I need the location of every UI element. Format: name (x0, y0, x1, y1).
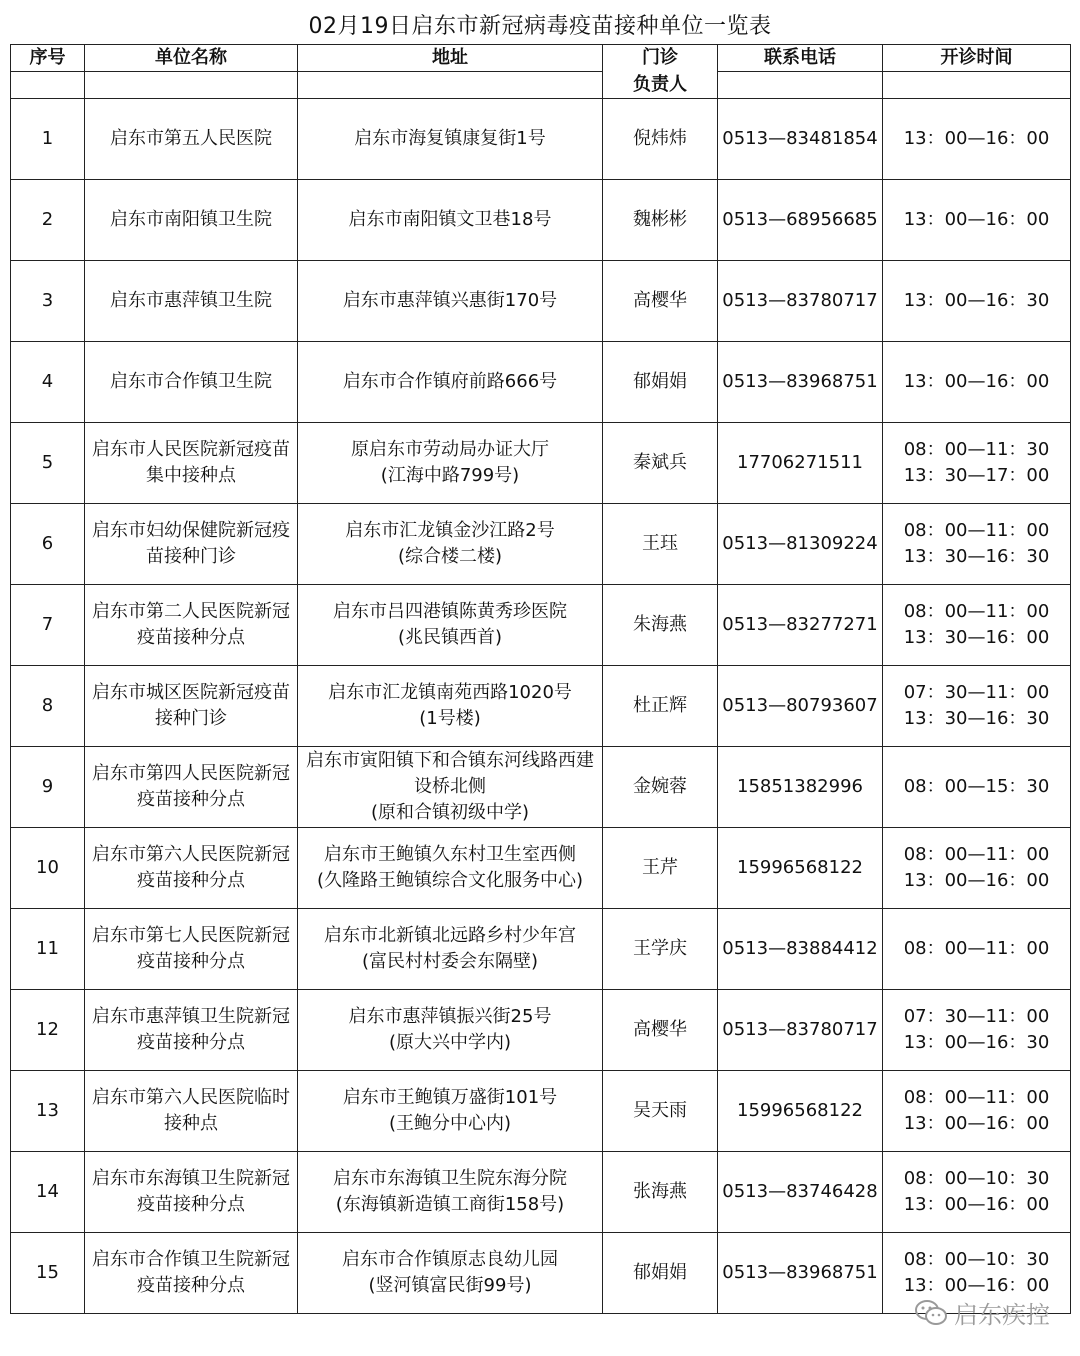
cell-phone: 17706271511 (718, 422, 883, 503)
cell-no: 2 (11, 179, 85, 260)
cell-address (298, 827, 603, 908)
cell-address (298, 1070, 603, 1151)
cell-address-line: (1号楼) (419, 707, 481, 729)
cell-address-line: 启东市北新镇北远路乡村少年宫 (324, 924, 576, 946)
cell-contact: 郁娟娟 (603, 1232, 718, 1313)
cell-no: 9 (11, 746, 85, 827)
cell-address-line: 启东市南阳镇文卫巷18号 (348, 208, 552, 230)
cell-name-line: 启东市第六人民医院临时 (92, 1086, 290, 1108)
cell-name-line: 启东市妇幼保健院新冠疫 (92, 519, 290, 541)
cell-address-line: 启东市惠萍镇兴惠街170号 (342, 289, 558, 311)
cell-address-line: (江海中路799号) (380, 464, 520, 486)
cell-phone: 0513—83968751 (718, 1232, 883, 1313)
cell-contact: 金婉蓉 (603, 746, 718, 827)
cell-name-line: 苗接种门诊 (146, 545, 236, 567)
cell-address-line: 启东市东海镇卫生院东海分院 (333, 1167, 567, 1189)
cell-no: 15 (11, 1232, 85, 1313)
cell-name-line: 接种门诊 (155, 707, 227, 729)
cell-name (85, 827, 298, 908)
cell-hours-line: 13：30—16：30 (903, 545, 1050, 567)
cell-address (298, 584, 603, 665)
cell-phone: 0513—83746428 (718, 1151, 883, 1232)
cell-hours-line: 13：00—16：00 (903, 370, 1050, 392)
cell-no: 13 (11, 1070, 85, 1151)
cell-phone: 0513—80793607 (718, 665, 883, 746)
header-name: 单位名称 (85, 45, 298, 72)
table-row (11, 827, 1071, 908)
cell-address-line: (综合楼二楼) (397, 545, 503, 567)
cell-hours (883, 422, 1071, 503)
cell-contact: 王珏 (603, 503, 718, 584)
cell-contact: 高樱华 (603, 260, 718, 341)
cell-name (85, 1151, 298, 1232)
header-clinic: 门诊 (603, 45, 718, 72)
cell-contact: 秦斌兵 (603, 422, 718, 503)
cell-hours-line: 13：00—16：30 (903, 289, 1050, 311)
cell-address-line: (久隆路王鲍镇综合文化服务中心) (316, 869, 584, 891)
cell-contact: 王学庆 (603, 908, 718, 989)
cell-name (85, 422, 298, 503)
cell-name-line: 疫苗接种分点 (137, 788, 245, 810)
cell-phone: 15851382996 (718, 746, 883, 827)
cell-no: 14 (11, 1151, 85, 1232)
table-row (11, 503, 1071, 584)
cell-address-line: (富民村村委会东隔壁) (361, 950, 539, 972)
cell-name-line: 疫苗接种分点 (137, 626, 245, 648)
cell-no: 10 (11, 827, 85, 908)
table-row (11, 341, 1071, 422)
cell-hours (883, 746, 1071, 827)
table-row (11, 1070, 1071, 1151)
header-row (11, 45, 1071, 72)
cell-phone: 0513—83884412 (718, 908, 883, 989)
wechat-icon (914, 1299, 948, 1327)
cell-name-line: 疫苗接种分点 (137, 1274, 245, 1296)
cell-hours (883, 989, 1071, 1070)
cell-hours-line: 13：00—16：00 (903, 208, 1050, 230)
table-body (11, 98, 1071, 1313)
cell-hours-line: 13：30—17：00 (903, 464, 1050, 486)
cell-hours-line: 08：00—11：00 (903, 1086, 1050, 1108)
cell-name (85, 665, 298, 746)
cell-no: 8 (11, 665, 85, 746)
header-row-sub (11, 72, 1071, 99)
cell-name (85, 503, 298, 584)
cell-address-line: (兆民镇西首) (397, 626, 503, 648)
cell-address (298, 665, 603, 746)
cell-address (298, 989, 603, 1070)
header-no: 序号 (11, 45, 85, 72)
cell-address-line: 启东市寅阳镇下和合镇东河线路西建 (306, 749, 594, 771)
cell-contact: 郁娟娟 (603, 341, 718, 422)
cell-name-line: 启东市第六人民医院新冠 (92, 843, 290, 865)
page-title: 02月19日启东市新冠病毒疫苗接种单位一览表 (308, 14, 772, 39)
cell-address-line: (东海镇新造镇工商街158号) (335, 1193, 565, 1215)
cell-name (85, 98, 298, 179)
cell-hours-line: 07：30—11：00 (903, 1005, 1050, 1027)
cell-name (85, 989, 298, 1070)
table-row (11, 1232, 1071, 1313)
cell-address (298, 422, 603, 503)
cell-phone: 0513—68956685 (718, 179, 883, 260)
table-row (11, 746, 1071, 827)
cell-address-line: 启东市合作镇府前路666号 (342, 370, 558, 392)
cell-name-line: 启东市第四人民医院新冠 (92, 762, 290, 784)
cell-address-line: 启东市惠萍镇振兴街25号 (348, 1005, 552, 1027)
table-row (11, 989, 1071, 1070)
cell-contact: 吴天雨 (603, 1070, 718, 1151)
cell-address (298, 98, 603, 179)
cell-no: 4 (11, 341, 85, 422)
cell-no: 6 (11, 503, 85, 584)
cell-name (85, 179, 298, 260)
cell-phone: 0513—83780717 (718, 260, 883, 341)
header-address: 地址 (298, 45, 603, 72)
cell-hours (883, 1070, 1071, 1151)
cell-address-line: 启东市汇龙镇金沙江路2号 (345, 519, 555, 541)
cell-address-line: (王鲍分中心内) (388, 1112, 512, 1134)
cell-hours-line: 08：00—15：30 (903, 775, 1050, 797)
cell-address (298, 1151, 603, 1232)
table-row (11, 179, 1071, 260)
cell-hours (883, 341, 1071, 422)
cell-hours-line: 13：00—16：00 (903, 869, 1050, 891)
cell-address-line: (原大兴中学内) (388, 1031, 512, 1053)
cell-hours-line: 13：30—16：00 (903, 626, 1050, 648)
cell-name (85, 746, 298, 827)
table-row (11, 665, 1071, 746)
cell-hours-line: 13：00—16：30 (903, 1031, 1050, 1053)
cell-name-line: 启东市惠萍镇卫生院新冠 (92, 1005, 290, 1027)
cell-phone: 0513—81309224 (718, 503, 883, 584)
cell-name-line: 疫苗接种分点 (137, 950, 245, 972)
cell-phone: 0513—83780717 (718, 989, 883, 1070)
cell-address (298, 503, 603, 584)
cell-hours-line: 08：00—10：30 (903, 1248, 1050, 1270)
cell-address-line: (竖河镇富民街99号) (368, 1274, 532, 1296)
cell-name-line: 启东市第二人民医院新冠 (92, 600, 290, 622)
cell-contact: 魏彬彬 (603, 179, 718, 260)
cell-name (85, 1070, 298, 1151)
cell-hours (883, 584, 1071, 665)
cell-hours-line: 13：00—16：00 (903, 1274, 1050, 1296)
header-phone: 联系电话 (718, 45, 883, 72)
cell-phone: 0513—83968751 (718, 341, 883, 422)
cell-name-line: 启东市城区医院新冠疫苗 (92, 681, 290, 703)
cell-address-line: (原和合镇初级中学) (370, 801, 530, 823)
cell-address (298, 746, 603, 827)
table-row (11, 260, 1071, 341)
cell-address (298, 908, 603, 989)
cell-hours-line: 13：00—16：00 (903, 1193, 1050, 1215)
cell-phone: 15996568122 (718, 1070, 883, 1151)
table-row (11, 584, 1071, 665)
table-row (11, 908, 1071, 989)
cell-hours (883, 503, 1071, 584)
cell-phone: 0513—83277271 (718, 584, 883, 665)
cell-no: 1 (11, 98, 85, 179)
cell-no: 11 (11, 908, 85, 989)
cell-hours (883, 1151, 1071, 1232)
cell-address-line: 启东市王鲍镇万盛街101号 (342, 1086, 558, 1108)
cell-address (298, 341, 603, 422)
cell-hours-line: 07：30—11：00 (903, 681, 1050, 703)
cell-name-line: 启东市第五人民医院 (110, 127, 272, 149)
cell-hours-line: 13：30—16：30 (903, 707, 1050, 729)
cell-name (85, 341, 298, 422)
cell-no: 3 (11, 260, 85, 341)
cell-contact: 高樱华 (603, 989, 718, 1070)
cell-hours-line: 08：00—10：30 (903, 1167, 1050, 1189)
cell-name-line: 疫苗接种分点 (137, 1193, 245, 1215)
cell-name-line: 集中接种点 (146, 464, 236, 486)
cell-hours-line: 08：00—11：00 (903, 600, 1050, 622)
watermark (914, 1295, 1050, 1330)
cell-phone: 15996568122 (718, 827, 883, 908)
cell-name-line: 启东市惠萍镇卫生院 (110, 289, 272, 311)
cell-name-line: 启东市东海镇卫生院新冠 (92, 1167, 290, 1189)
table-row (11, 422, 1071, 503)
cell-address-line: 设桥北侧 (414, 775, 486, 797)
cell-hours (883, 827, 1071, 908)
cell-name-line: 启东市合作镇卫生院 (110, 370, 272, 392)
cell-name-line: 启东市合作镇卫生院新冠 (92, 1248, 290, 1270)
cell-name (85, 1232, 298, 1313)
cell-contact: 王芹 (603, 827, 718, 908)
watermark-text: 启东疾控 (954, 1301, 1050, 1329)
cell-name-line: 疫苗接种分点 (137, 1031, 245, 1053)
cell-name (85, 260, 298, 341)
cell-hours (883, 179, 1071, 260)
cell-address-line: 启东市吕四港镇陈黄秀珍医院 (333, 600, 567, 622)
cell-contact: 朱海燕 (603, 584, 718, 665)
table-row (11, 98, 1071, 179)
cell-address (298, 260, 603, 341)
cell-name-line: 接种点 (164, 1112, 218, 1134)
header-hours: 开诊时间 (883, 45, 1071, 72)
cell-address (298, 1232, 603, 1313)
cell-address-line: 启东市合作镇原志良幼儿园 (342, 1248, 558, 1270)
cell-hours-line: 08：00—11：00 (903, 937, 1050, 959)
cell-no: 12 (11, 989, 85, 1070)
cell-address-line: 启东市王鲍镇久东村卫生室西侧 (324, 843, 576, 865)
cell-no: 5 (11, 422, 85, 503)
cell-hours (883, 908, 1071, 989)
cell-contact: 杜正辉 (603, 665, 718, 746)
cell-no: 7 (11, 584, 85, 665)
cell-contact: 张海燕 (603, 1151, 718, 1232)
cell-name-line: 疫苗接种分点 (137, 869, 245, 891)
cell-name (85, 584, 298, 665)
cell-hours-line: 08：00—11：30 (903, 438, 1050, 460)
header-contact: 负责人 (603, 72, 718, 99)
vaccination-sites-table (10, 44, 1071, 1314)
cell-name-line: 启东市人民医院新冠疫苗 (92, 438, 290, 460)
cell-hours-line: 08：00—11：00 (903, 519, 1050, 541)
cell-hours (883, 98, 1071, 179)
cell-address-line: 启东市汇龙镇南苑西路1020号 (328, 681, 572, 703)
table-row (11, 1151, 1071, 1232)
cell-hours-line: 08：00—11：00 (903, 843, 1050, 865)
cell-hours (883, 665, 1071, 746)
cell-phone: 0513—83481854 (718, 98, 883, 179)
cell-hours-line: 13：00—16：00 (903, 1112, 1050, 1134)
cell-name-line: 启东市第七人民医院新冠 (92, 924, 290, 946)
cell-name-line: 启东市南阳镇卫生院 (110, 208, 272, 230)
cell-hours (883, 260, 1071, 341)
cell-contact: 倪炜炜 (603, 98, 718, 179)
cell-name (85, 908, 298, 989)
cell-address (298, 179, 603, 260)
cell-address-line: 启东市海复镇康复街1号 (354, 127, 546, 149)
cell-hours-line: 13：00—16：00 (903, 127, 1050, 149)
cell-address-line: 原启东市劳动局办证大厅 (351, 438, 549, 460)
